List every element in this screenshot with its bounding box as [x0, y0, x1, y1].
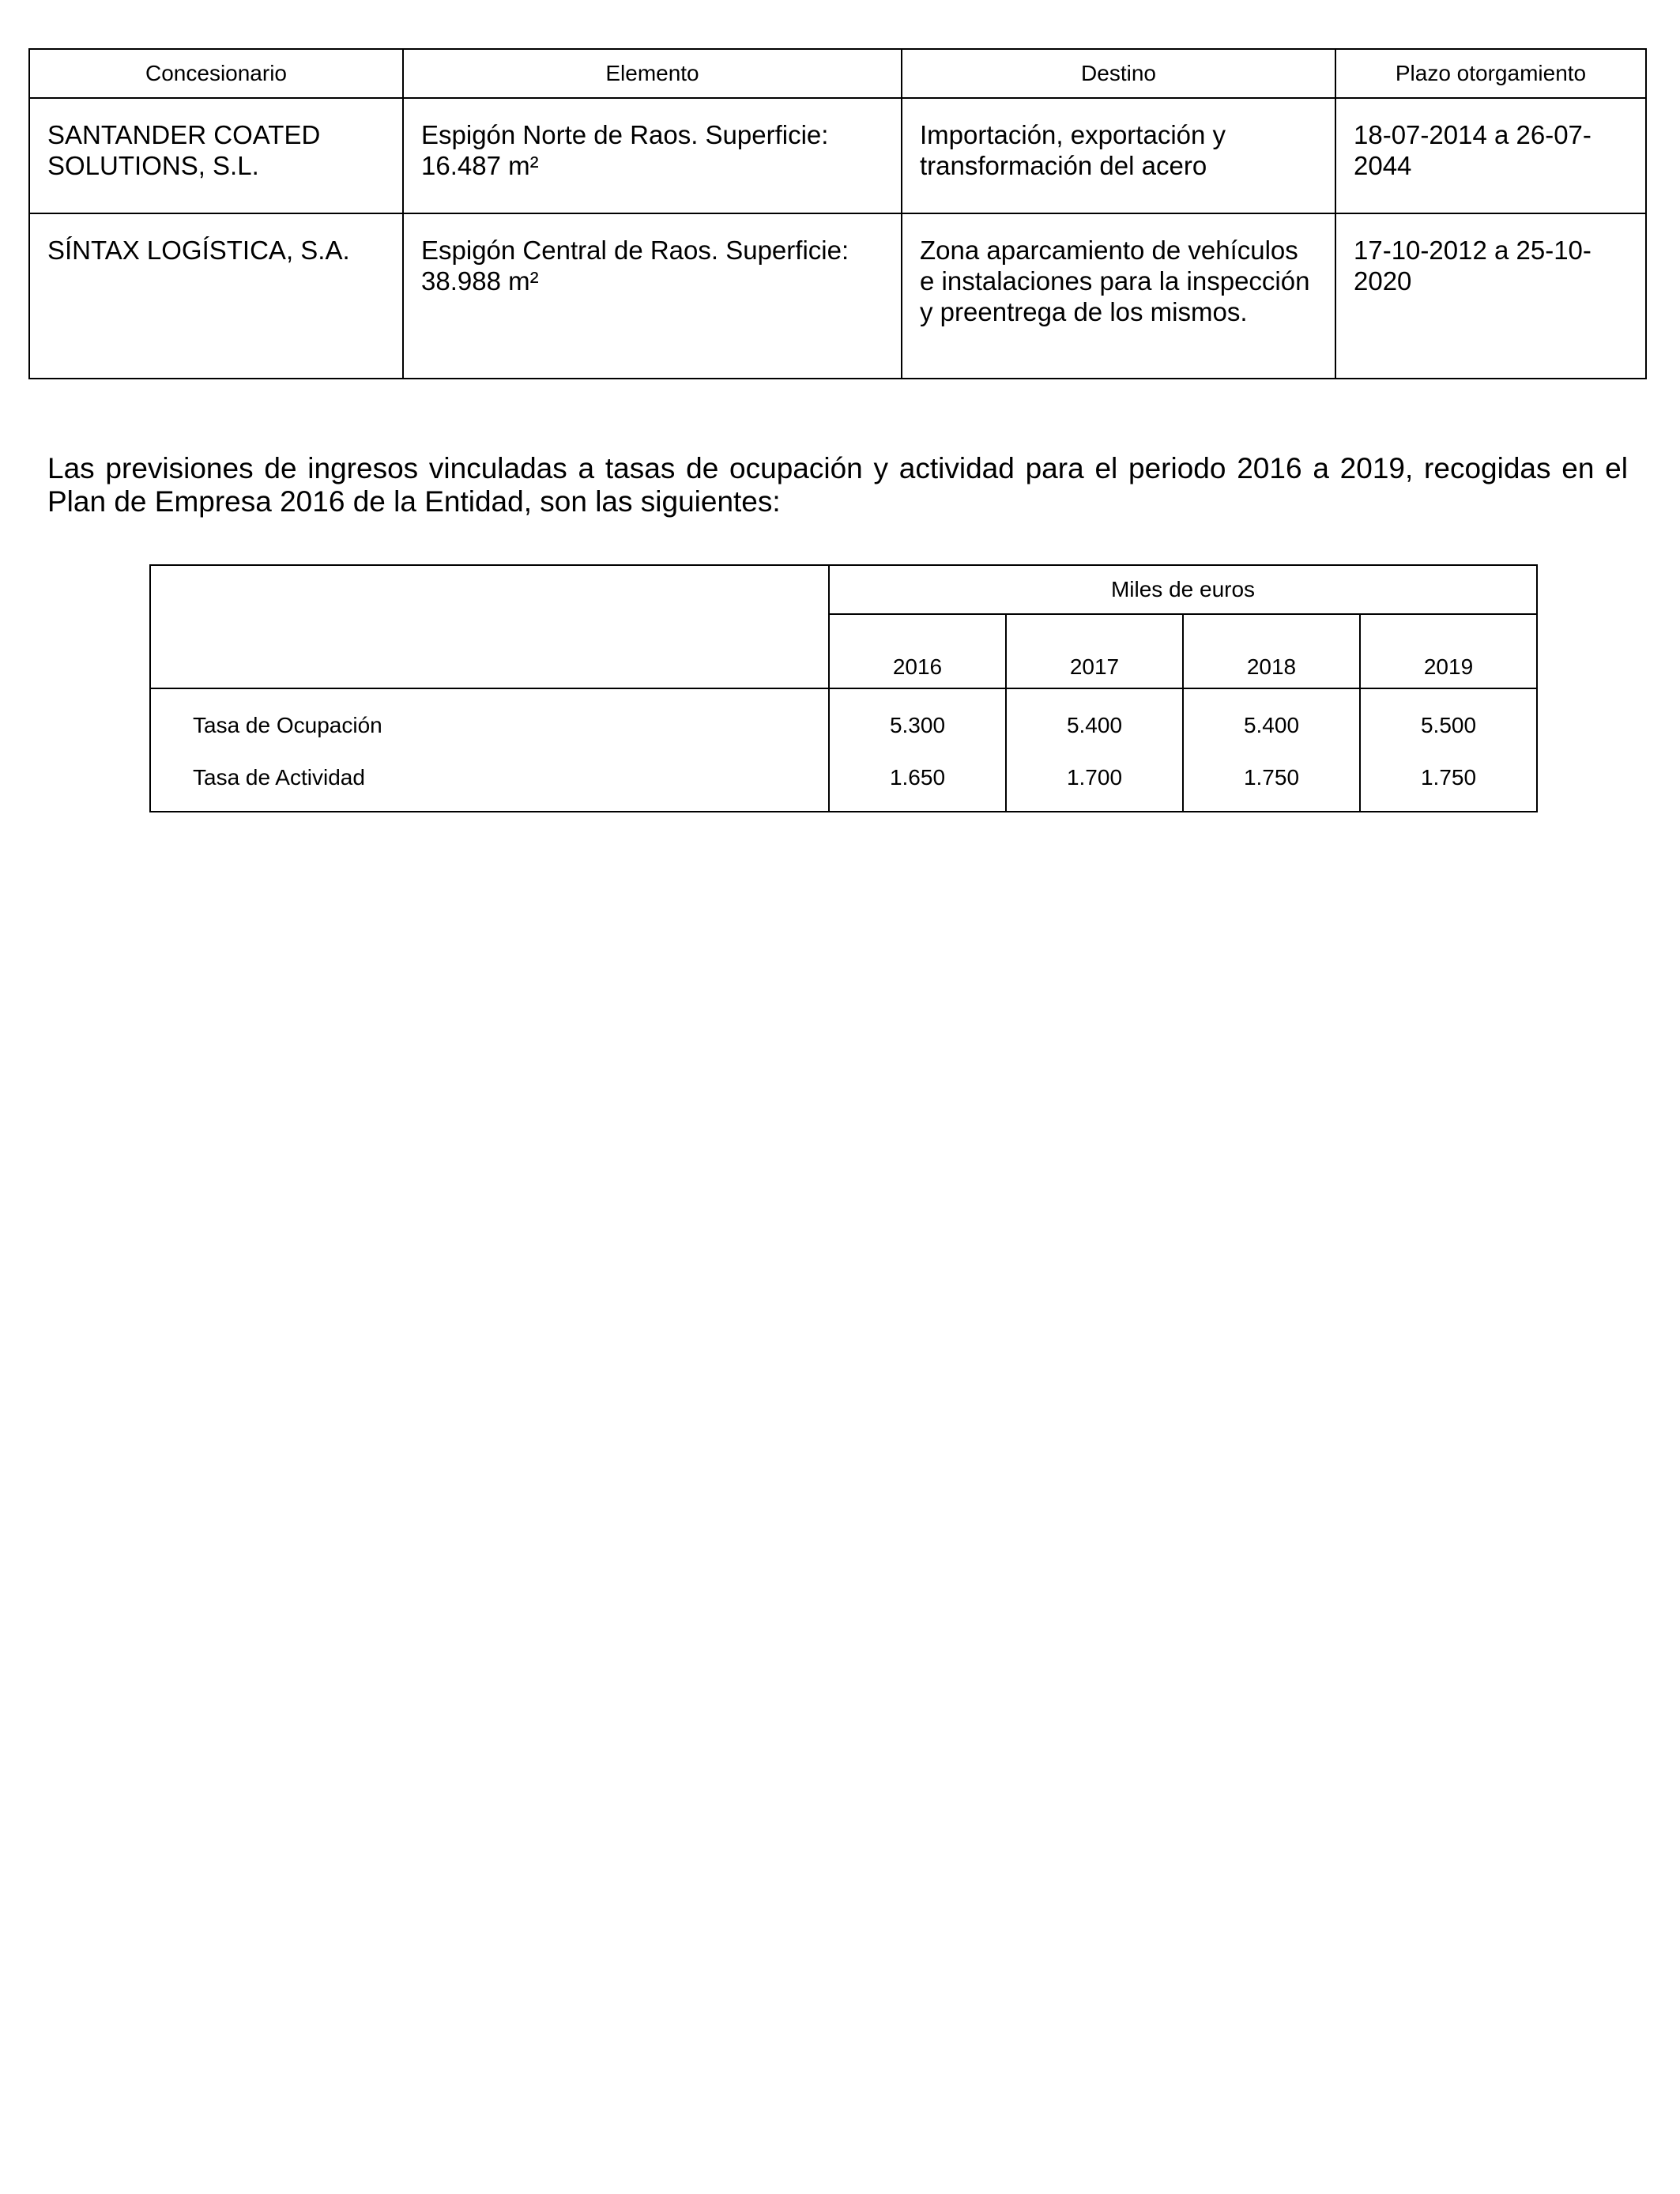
table-row [29, 213, 1646, 379]
revenue-table [149, 564, 1538, 812]
value-cell: 5.400 [1183, 688, 1360, 754]
unit-label: Miles de euros [829, 565, 1537, 614]
header-plazo: Plazo otorgamiento [1335, 49, 1646, 98]
cell-plazo: 17-10-2012 a 25-10-2020 [1335, 213, 1646, 379]
year-2018: 2018 [1183, 614, 1360, 688]
cell-destino: Zona aparcamiento de vehículos e instalaciones para la inspección y preentrega de los mismos. [902, 213, 1335, 379]
intro-paragraph: Las previsiones de ingresos vinculadas a tasas de ocupación y actividad para el periodo 2016 a 2019, recogidas en el Plan de Empresa 2016 de la Entidad, son las siguientes: [47, 452, 1628, 518]
table-row [150, 688, 1537, 754]
concessions-header-row [29, 49, 1646, 98]
revenue-label-header [150, 565, 829, 688]
value-cell: 5.300 [829, 688, 1006, 754]
header-elemento: Elemento [403, 49, 902, 98]
value-cell: 1.750 [1183, 754, 1360, 812]
cell-elemento: Espigón Central de Raos. Superficie: 38.988 m² [403, 213, 902, 379]
year-2019: 2019 [1360, 614, 1537, 688]
revenue-unit-row [150, 565, 1537, 614]
header-concesionario: Concesionario [29, 49, 403, 98]
row-label-ocupacion: Tasa de Ocupación [150, 688, 829, 754]
value-cell: 1.700 [1006, 754, 1183, 812]
year-2017: 2017 [1006, 614, 1183, 688]
value-cell: 5.500 [1360, 688, 1537, 754]
year-2016: 2016 [829, 614, 1006, 688]
row-label-actividad: Tasa de Actividad [150, 754, 829, 812]
value-cell: 1.750 [1360, 754, 1537, 812]
cell-concesionario: SÍNTAX LOGÍSTICA, S.A. [29, 213, 403, 379]
table-row [29, 98, 1646, 213]
cell-destino: Importación, exportación y transformación del acero [902, 98, 1335, 213]
cell-plazo: 18-07-2014 a 26-07-2044 [1335, 98, 1646, 213]
value-cell: 5.400 [1006, 688, 1183, 754]
table-row [150, 754, 1537, 812]
cell-concesionario: SANTANDER COATED SOLUTIONS, S.L. [29, 98, 403, 213]
value-cell: 1.650 [829, 754, 1006, 812]
header-destino: Destino [902, 49, 1335, 98]
concessions-table [28, 48, 1647, 379]
cell-elemento: Espigón Norte de Raos. Superficie: 16.487 m² [403, 98, 902, 213]
